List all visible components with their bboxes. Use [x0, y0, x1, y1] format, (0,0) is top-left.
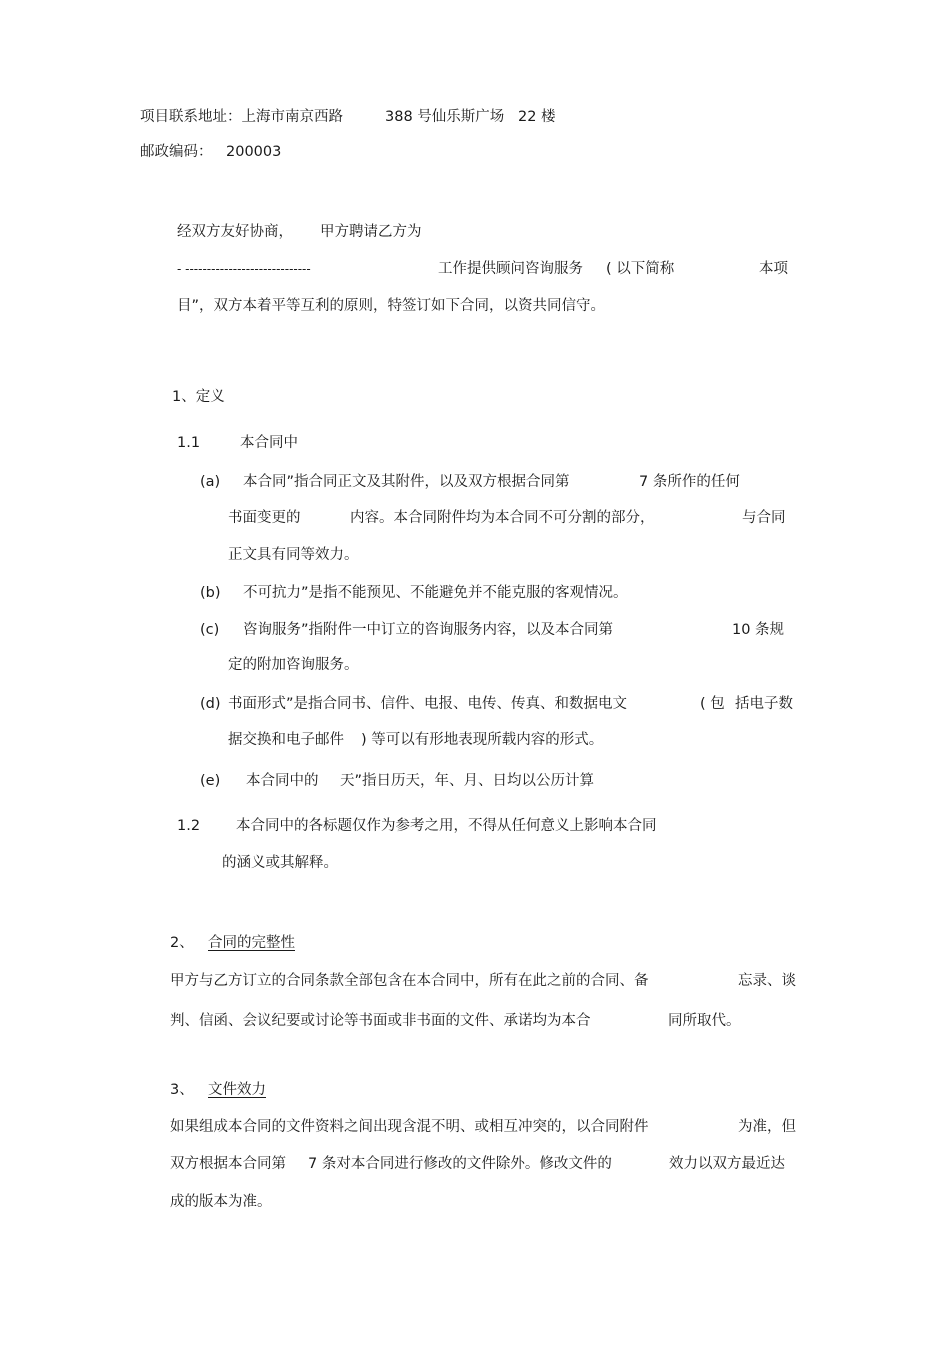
intro-blank: - ----------------------------- [177, 262, 311, 276]
section2-line2-b: 同所取代。 [668, 1013, 741, 1029]
clause-1-1-number: 1.1 [177, 435, 201, 451]
item-a-line2-a: 书面变更的 [228, 510, 301, 526]
item-c-label: (c) [200, 622, 220, 638]
item-d-line1-a: 书面形式”是指合同书、信件、电报、电传、传真、和数据电文 [228, 696, 628, 712]
clause-1-2-line1: 本合同中的各标题仅作为参考之用，不得从任何意义上影响本合同 [236, 818, 657, 834]
address-label: 项目联系地址：上海市南京西路 [140, 109, 343, 125]
section2-title: 合同的完整性 [208, 935, 295, 951]
item-e-label: (e) [200, 773, 221, 789]
section2-number: 2、 [170, 935, 194, 951]
item-b-text: 不可抗力”是指不能预见、不能避免并不能克服的客观情况。 [243, 585, 628, 601]
address-floor: 22 楼 [518, 109, 556, 125]
clause-1-1-text: 本合同中 [240, 435, 298, 451]
item-e-text-b: 天”指日历天，年、月、日均以公历计算 [340, 773, 595, 789]
item-a-label: (a) [200, 474, 221, 490]
postal-code: 200003 [226, 144, 282, 160]
item-a-line2-c: 与合同 [742, 510, 786, 526]
intro-line1-a: 经双方友好协商， [177, 224, 293, 240]
section3-line2-b: 7 条对本合同进行修改的文件除外。修改文件的 [308, 1156, 612, 1172]
item-a-line1-b: 7 条所作的任何 [639, 474, 740, 490]
address-number: 388 号仙乐斯广场 [385, 109, 505, 125]
item-c-line1-b: 10 条规 [732, 622, 785, 638]
item-d-label: (d) [200, 696, 221, 712]
item-d-line1-b: ( 包 [700, 696, 725, 712]
section2-line1-a: 甲方与乙方订立的合同条款全部包含在本合同中，所有在此之前的合同、备 [170, 973, 649, 989]
section1-heading: 1、定义 [172, 389, 225, 405]
section3-line3: 成的版本为准。 [170, 1194, 272, 1210]
section3-line2-c: 效力以双方最近达 [669, 1156, 785, 1172]
intro-line2-b: 工作提供顾问咨询服务 [438, 261, 583, 277]
section3-line2-a: 双方根据本合同第 [170, 1156, 286, 1172]
item-b-label: (b) [200, 585, 221, 601]
item-a-line2-b: 内容。本合同附件均为本合同不可分割的部分， [350, 510, 655, 526]
postal-label: 邮政编码： [140, 144, 213, 160]
item-a-line1-a: 本合同”指合同正文及其附件，以及双方根据合同第 [243, 474, 570, 490]
item-d-line1-c: 括电子数 [735, 696, 793, 712]
section3-number: 3、 [170, 1082, 194, 1098]
item-e-text-a: 本合同中的 [246, 773, 319, 789]
item-a-line3: 正文具有同等效力。 [228, 547, 359, 563]
clause-1-2-line2: 的涵义或其解释。 [222, 855, 338, 871]
intro-line2-d: 本项 [759, 261, 788, 277]
section3-line1-a: 如果组成本合同的文件资料之间出现含混不明、或相互冲突的，以合同附件 [170, 1119, 649, 1135]
intro-line2-c: ( 以下简称 [606, 261, 675, 277]
item-c-line1-a: 咨询服务”指附件一中订立的咨询服务内容，以及本合同第 [243, 622, 614, 638]
item-d-line2-a: 据交换和电子邮件 [228, 732, 344, 748]
item-d-line2-b: ) 等可以有形地表现所载内容的形式。 [361, 732, 604, 748]
intro-line1-b: 甲方聘请乙方为 [320, 224, 422, 240]
section2-line2-a: 判、信函、会议纪要或讨论等书面或非书面的文件、承诺均为本合 [170, 1013, 591, 1029]
intro-line3: 目”，双方本着平等互利的原则，特签订如下合同，以资共同信守。 [177, 298, 606, 314]
clause-1-2-number: 1.2 [177, 818, 201, 834]
item-c-line2: 定的附加咨询服务。 [228, 657, 359, 673]
section3-line1-b: 为准，但 [738, 1119, 796, 1135]
section3-title: 文件效力 [208, 1082, 266, 1098]
section2-line1-b: 忘录、谈 [738, 973, 796, 989]
